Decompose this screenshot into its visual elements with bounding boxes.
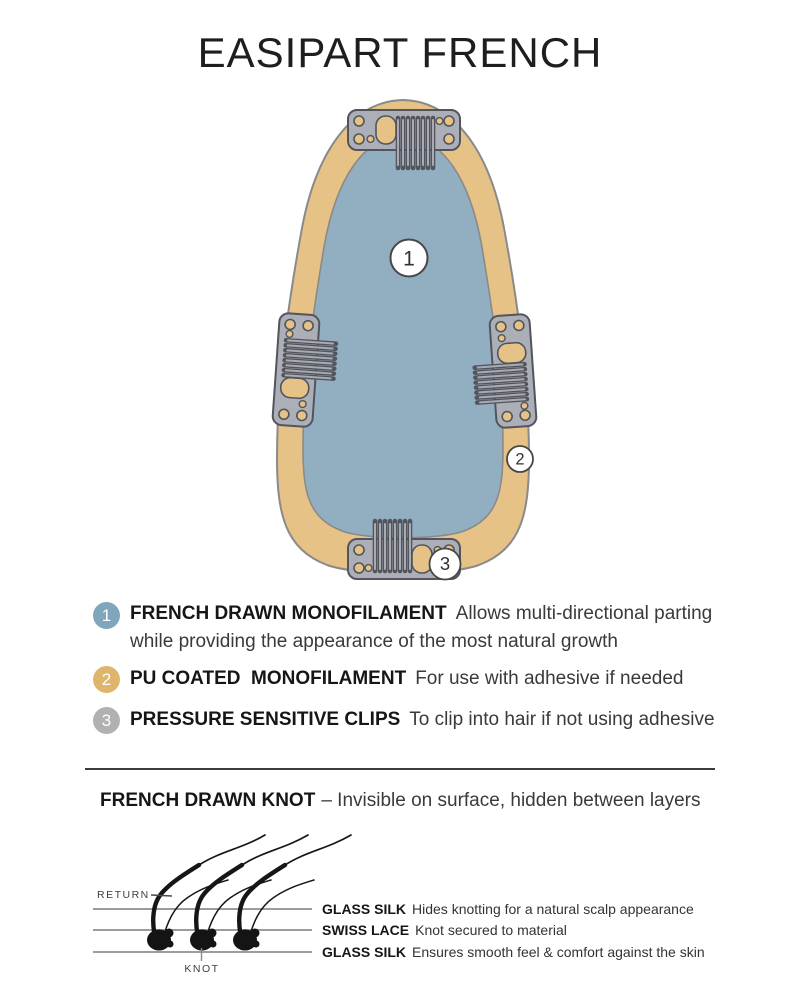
- return-pointer-line: [151, 895, 172, 896]
- page-title: EASIPART FRENCH: [197, 29, 603, 76]
- legend-description-2: For use with adhesive if needed: [415, 668, 684, 689]
- legend-description-3: To clip into hair if not using adhesive: [409, 709, 715, 730]
- legend-item-2: [130, 665, 745, 693]
- layer-description-2: Knot secured to material: [415, 922, 567, 938]
- hair-strand-tip: [242, 835, 308, 865]
- callout-1: [391, 240, 428, 277]
- layer-label-glass-silk-bottom: [322, 943, 705, 961]
- legend-term-3: PRESSURE SENSITIVE CLIPS: [130, 709, 401, 730]
- legend-item-1: [130, 600, 745, 656]
- section-divider: [85, 768, 715, 770]
- callout-2: [507, 446, 533, 472]
- callout-3: [430, 549, 461, 580]
- hair-strand-tip: [285, 835, 351, 865]
- topper-diagram: [272, 100, 537, 580]
- knot-section-heading: [100, 789, 701, 812]
- legend-term-1: FRENCH DRAWN MONOFILAMENT: [130, 603, 447, 624]
- knot-label: KNOT: [184, 963, 220, 975]
- layer-label-glass-silk-top: [322, 900, 694, 918]
- knot-heading-term: FRENCH DRAWN KNOT: [100, 790, 316, 811]
- layer-description-1: Hides knotting for a natural scalp appearance: [412, 901, 694, 917]
- legend-number-badge-1: 1: [93, 602, 120, 629]
- return-label: RETURN: [97, 889, 150, 901]
- legend-number-badge-3: 3: [93, 707, 120, 734]
- knot-blob: [190, 929, 217, 951]
- hair-strand-tip: [199, 835, 265, 865]
- knot-heading-description: – Invisible on surface, hidden between layers: [321, 790, 701, 811]
- legend-item-3: [130, 706, 745, 734]
- callout-number: 2: [515, 450, 525, 469]
- knot-blob: [233, 929, 260, 951]
- layer-term-2: SWISS LACE: [322, 922, 410, 938]
- layer-term-1: GLASS SILK: [322, 901, 407, 917]
- layer-description-3: Ensures smooth feel & comfort against the skin: [412, 944, 705, 960]
- knot-blob: [147, 929, 174, 951]
- callout-number: 1: [403, 247, 415, 271]
- layer-label-swiss-lace: [322, 921, 567, 939]
- callout-number: 3: [439, 553, 451, 574]
- legend-number-badge-2: 2: [93, 666, 120, 693]
- legend-description-1: Allows multi-directional parting while providing the appearance of the most natural growth: [130, 603, 713, 652]
- legend-term-2: PU COATED MONOFILAMENT: [130, 668, 407, 689]
- layer-term-3: GLASS SILK: [322, 944, 407, 960]
